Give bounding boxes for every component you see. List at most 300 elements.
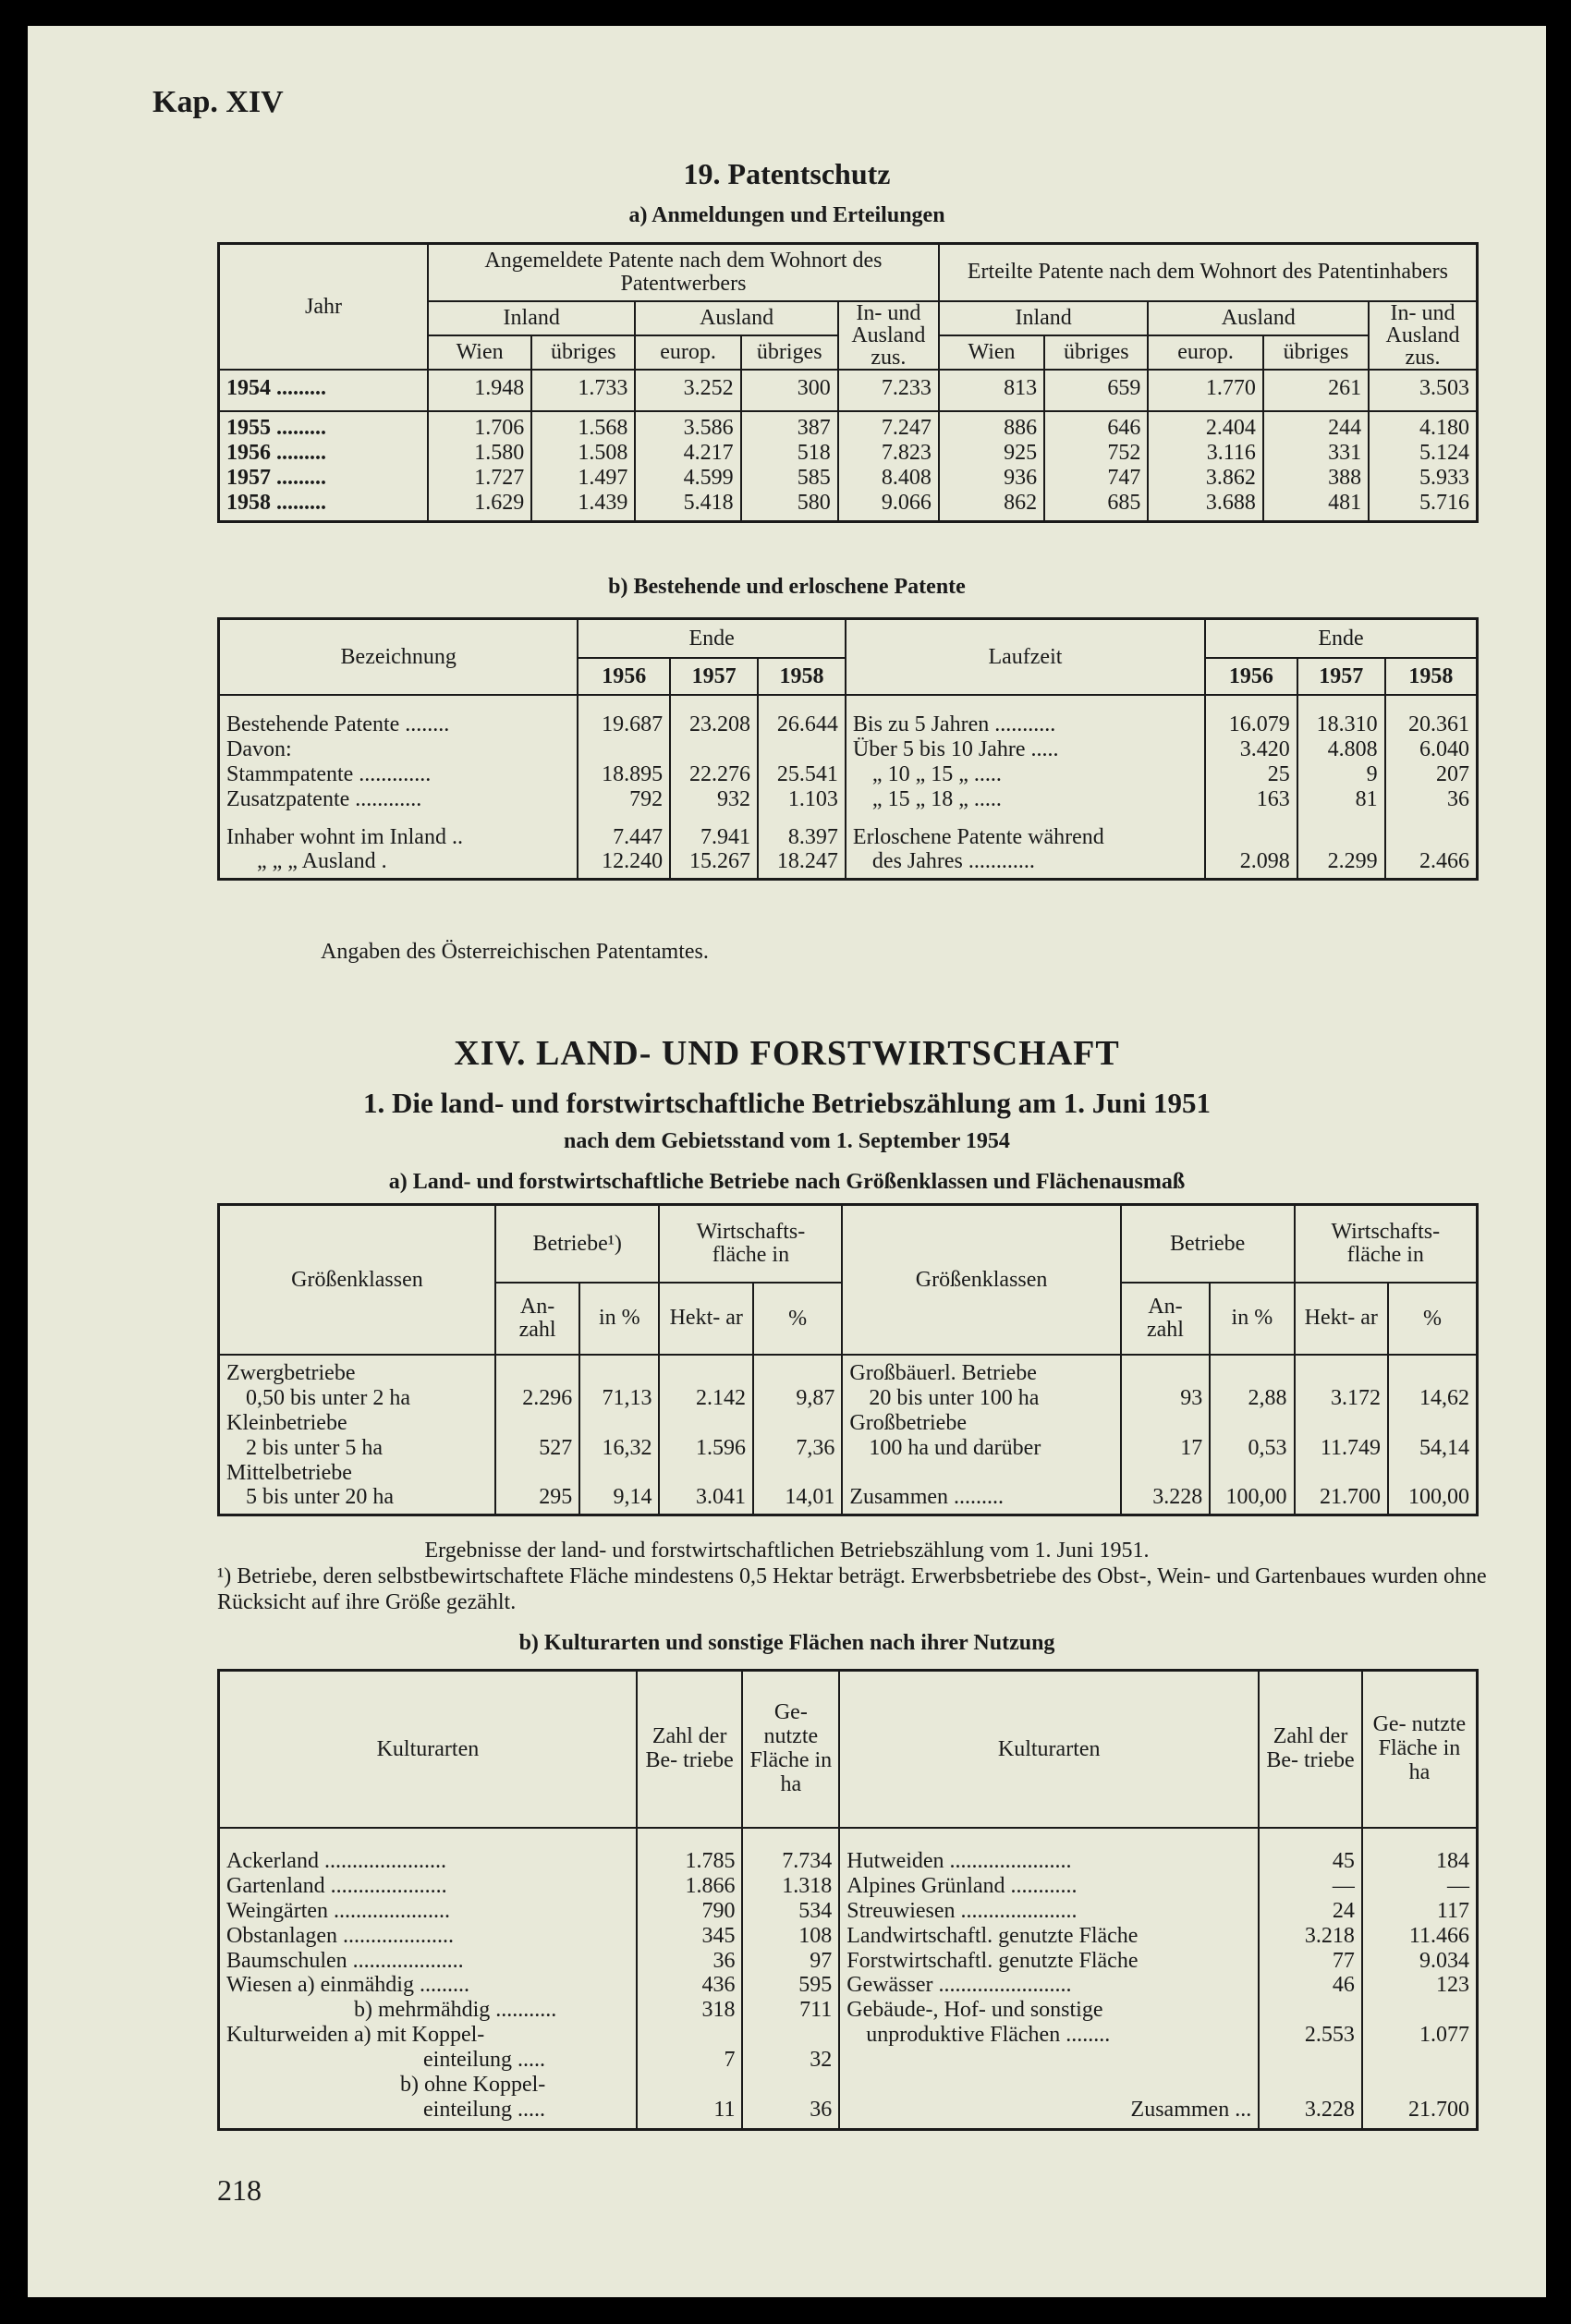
value-cell: 1.733 [531, 370, 635, 411]
value-cell [579, 1461, 659, 1486]
header-ende-left: Ende [578, 619, 846, 659]
table-row [219, 1436, 1478, 1461]
table-row [219, 1998, 1478, 2023]
table-row [219, 2048, 1478, 2073]
table-row [219, 411, 1478, 441]
table-row [219, 849, 1478, 879]
value-cell [579, 1355, 659, 1386]
year-cell [219, 466, 428, 491]
leader-dots: ......... [271, 440, 326, 465]
row-label: Zusammen ... [839, 2098, 1259, 2129]
table-caption-xa: a) Land- und forstwirtschaftliche Betriebe nach Größenklassen und Flächenausmaß [388, 1170, 1186, 1194]
table-caption-a: a) Anmeldungen und Erteilungen [628, 203, 945, 227]
value-cell: 1.580 [428, 441, 531, 466]
value-cell: 1.785 [637, 1828, 743, 1874]
value-cell [1259, 2048, 1362, 2073]
header-year: 1957 [670, 658, 758, 695]
row-label: Zusatzpatente ............ [226, 786, 422, 811]
row-label: Erloschene Patente während [846, 812, 1205, 850]
year-label: 1955 [226, 415, 271, 440]
row-label: Obstanlagen .................... [226, 1923, 454, 1948]
value-cell [758, 737, 846, 762]
table-row [219, 1386, 1478, 1411]
table-row [219, 1411, 1478, 1436]
table-row [219, 1973, 1478, 1998]
header-genutzte-flaeche: Ge- nutzte Fläche in ha [1362, 1671, 1478, 1829]
value-cell: 300 [741, 370, 838, 411]
value-cell: 7 [637, 2048, 743, 2073]
value-cell: 1.596 [659, 1436, 752, 1461]
value-cell: 6.040 [1385, 737, 1478, 762]
value-cell: 2.296 [495, 1386, 579, 1411]
value-cell [753, 1355, 842, 1386]
value-cell [1295, 1461, 1388, 1486]
value-cell: 5.716 [1369, 491, 1477, 522]
value-cell: 23.208 [670, 695, 758, 737]
row-label: Über 5 bis 10 Jahre ..... [846, 737, 1205, 762]
row-label [839, 2073, 1259, 2098]
value-cell: 345 [637, 1924, 743, 1949]
value-cell: 163 [1205, 787, 1297, 812]
value-cell: 2.098 [1205, 849, 1297, 879]
value-cell: 14,01 [753, 1485, 842, 1515]
value-cell: 747 [1044, 466, 1148, 491]
value-cell: 1.948 [428, 370, 531, 411]
value-cell [1295, 1411, 1388, 1436]
value-cell [753, 1461, 842, 1486]
header-year: 1957 [1297, 658, 1385, 695]
value-cell: 0,53 [1210, 1436, 1294, 1461]
table-betriebe-groessen [217, 1203, 1479, 1516]
row-label: Bestehende Patente ........ [226, 712, 450, 736]
value-cell: 1.077 [1362, 2023, 1478, 2048]
value-cell [495, 1411, 579, 1436]
value-cell: 3.420 [1205, 737, 1297, 762]
table-row [219, 1874, 1478, 1899]
value-cell: 7.823 [838, 441, 939, 466]
row-label: Hutweiden ...................... [839, 1828, 1259, 1874]
value-cell: 3.218 [1259, 1924, 1362, 1949]
value-cell: 11.749 [1295, 1436, 1388, 1461]
row-label: „ 10 „ 15 „ ..... [846, 762, 1205, 787]
value-cell: 9.066 [838, 491, 939, 522]
value-cell [742, 2023, 839, 2048]
value-cell [1388, 1461, 1477, 1486]
value-cell: 5.933 [1369, 466, 1477, 491]
header-hektar: Hekt- ar [659, 1283, 752, 1355]
value-cell [753, 1411, 842, 1436]
row-label: Großbäuerl. Betriebe [842, 1355, 1120, 1386]
table-row [219, 370, 1478, 411]
value-cell [1121, 1411, 1210, 1436]
value-cell [495, 1355, 579, 1386]
header-kulturarten: Kulturarten [839, 1671, 1259, 1829]
row-label: Ackerland ...................... [226, 1849, 446, 1873]
value-cell [578, 737, 670, 762]
value-cell [659, 1411, 752, 1436]
value-cell: 3.228 [1121, 1485, 1210, 1515]
value-cell: — [1362, 1874, 1478, 1899]
value-cell [742, 2073, 839, 2098]
value-cell: 11 [637, 2098, 743, 2129]
value-cell: 21.700 [1362, 2098, 1478, 2129]
value-cell: 3.041 [659, 1485, 752, 1515]
value-cell: 2.404 [1148, 411, 1262, 441]
value-cell: 2.142 [659, 1386, 752, 1411]
value-cell: 318 [637, 1998, 743, 2023]
value-cell: 7.247 [838, 411, 939, 441]
value-cell: 1.318 [742, 1874, 839, 1899]
value-cell: 14,62 [1388, 1386, 1477, 1411]
value-cell: 36 [742, 2098, 839, 2129]
table-row [219, 2098, 1478, 2129]
value-cell: 45 [1259, 1828, 1362, 1874]
value-cell [1210, 1411, 1294, 1436]
value-cell: 7.233 [838, 370, 939, 411]
value-cell: 4.599 [635, 466, 740, 491]
value-cell: 7.941 [670, 812, 758, 850]
value-cell [1259, 2073, 1362, 2098]
value-cell: 580 [741, 491, 838, 522]
value-cell: 20.361 [1385, 695, 1478, 737]
row-label: unproduktive Flächen ........ [839, 2023, 1259, 2048]
header-hektar: Hekt- ar [1295, 1283, 1388, 1355]
table-row [219, 737, 1478, 762]
leader-dots: ......... [271, 490, 326, 515]
value-cell: — [1259, 1874, 1362, 1899]
value-cell: 19.687 [578, 695, 670, 737]
value-cell: 46 [1259, 1973, 1362, 1998]
table-row [219, 1949, 1478, 1974]
value-cell [1259, 1998, 1362, 2023]
row-label: Kulturweiden a) mit Koppel- [226, 2023, 485, 2048]
value-cell: 93 [1121, 1386, 1210, 1411]
header-year: 1956 [1205, 658, 1297, 695]
value-cell: 16.079 [1205, 695, 1297, 737]
value-cell: 54,14 [1388, 1436, 1477, 1461]
header-laufzeit: Laufzeit [846, 619, 1205, 696]
value-cell: 7,36 [753, 1436, 842, 1461]
leader-dots: ......... [271, 415, 326, 440]
value-cell: 32 [742, 2048, 839, 2073]
value-cell: 1.706 [428, 411, 531, 441]
value-cell: 17 [1121, 1436, 1210, 1461]
value-cell: 5.418 [635, 491, 740, 522]
header-inaus-a: In- und Ausland zus. [838, 301, 939, 370]
header-pct: % [753, 1283, 842, 1355]
header-anzahl: An- zahl [1121, 1283, 1210, 1355]
table-caption-xb: b) Kulturarten und sonstige Flächen nach ihrer Nutzung [518, 1631, 1055, 1655]
value-cell: 21.700 [1295, 1485, 1388, 1515]
row-label: Gewässer ........................ [839, 1973, 1259, 1998]
value-cell: 595 [742, 1973, 839, 1998]
value-cell: 646 [1044, 411, 1148, 441]
footnote-betriebe: ¹) Betriebe, deren selbstbewirtschaftete Fläche mindestens 0,5 Hektar beträgt. Erwerbsbetriebe des Obst-, Wein- und Gartenbaues wurden ohne Rücksicht auf ihre Größe gezählt. [217, 1564, 1487, 1615]
header-erteilt: Erteilte Patente nach dem Wohnort des Patentinhabers [939, 244, 1478, 302]
year-label: 1957 [226, 465, 271, 490]
table-row [219, 1899, 1478, 1924]
value-cell: 3.228 [1259, 2098, 1362, 2129]
value-cell: 813 [939, 370, 1044, 411]
header-europ: europ. [1148, 335, 1262, 370]
section-subsubtitle: nach dem Gebietsstand vom 1. September 1954 [564, 1129, 1010, 1153]
value-cell: 1.439 [531, 491, 635, 522]
row-label: „ 15 „ 18 „ ..... [846, 787, 1205, 812]
row-label: Zwergbetriebe [226, 1361, 356, 1385]
table-row [219, 441, 1478, 466]
row-label [839, 2048, 1259, 2073]
header-wien: Wien [428, 335, 531, 370]
row-label: Mittelbetriebe [226, 1460, 352, 1485]
value-cell: 8.397 [758, 812, 846, 850]
table-row [219, 1355, 1478, 1386]
value-cell: 18.247 [758, 849, 846, 879]
header-uebriges: übriges [741, 335, 838, 370]
row-label: 0,50 bis unter 2 ha [246, 1385, 410, 1410]
header-angemeldet: Angemeldete Patente nach dem Wohnort des Patentwerbers [428, 244, 939, 302]
value-cell: 7.734 [742, 1828, 839, 1874]
value-cell [659, 1461, 752, 1486]
value-cell: 925 [939, 441, 1044, 466]
table-patente-bestand [217, 617, 1479, 881]
value-cell [1121, 1461, 1210, 1486]
value-cell [1362, 1998, 1478, 2023]
value-cell [1297, 812, 1385, 850]
header-pct: % [1388, 1283, 1477, 1355]
value-cell: 1.727 [428, 466, 531, 491]
value-cell: 585 [741, 466, 838, 491]
value-cell: 2.299 [1297, 849, 1385, 879]
header-wirtschaftsflaeche: Wirtschafts- fläche in [1295, 1205, 1478, 1284]
value-cell: 207 [1385, 762, 1478, 787]
header-zahl-betriebe: Zahl der Be- triebe [637, 1671, 743, 1829]
value-cell: 4.217 [635, 441, 740, 466]
value-cell: 16,32 [579, 1436, 659, 1461]
value-cell: 3.116 [1148, 441, 1262, 466]
value-cell: 24 [1259, 1899, 1362, 1924]
header-zahl-betriebe: Zahl der Be- triebe [1259, 1671, 1362, 1829]
value-cell: 244 [1263, 411, 1369, 441]
value-cell [1388, 1411, 1477, 1436]
source-note-patentamt: Angaben des Österreichischen Patentamtes. [321, 940, 709, 964]
row-label: 20 bis unter 100 ha [842, 1386, 1120, 1411]
value-cell: 4.180 [1369, 411, 1477, 441]
value-cell [579, 1411, 659, 1436]
value-cell: 387 [741, 411, 838, 441]
value-cell [1121, 1355, 1210, 1386]
header-ausland-e: Ausland [1148, 301, 1369, 335]
value-cell: 18.895 [578, 762, 670, 787]
value-cell: 527 [495, 1436, 579, 1461]
table-row [219, 1924, 1478, 1949]
value-cell: 685 [1044, 491, 1148, 522]
header-year: 1958 [758, 658, 846, 695]
row-label: 5 bis unter 20 ha [246, 1485, 394, 1510]
value-cell: 886 [939, 411, 1044, 441]
value-cell: 12.240 [578, 849, 670, 879]
value-cell: 36 [637, 1949, 743, 1974]
row-label: „ „ „ Ausland . [257, 849, 387, 874]
row-label: einteilung ..... [423, 2097, 545, 2122]
value-cell: 2,88 [1210, 1386, 1294, 1411]
value-cell: 659 [1044, 370, 1148, 411]
value-cell: 862 [939, 491, 1044, 522]
row-label: Gebäude-, Hof- und sonstige [839, 1998, 1259, 2023]
year-cell [219, 491, 428, 522]
value-cell: 481 [1263, 491, 1369, 522]
table-row [219, 2073, 1478, 2098]
table-row [219, 2023, 1478, 2048]
value-cell: 388 [1263, 466, 1369, 491]
value-cell [1205, 812, 1297, 850]
value-cell [1362, 2073, 1478, 2098]
row-label: b) ohne Koppel- [400, 2072, 546, 2097]
header-europ: europ. [635, 335, 740, 370]
value-cell: 11.466 [1362, 1924, 1478, 1949]
value-cell: 932 [670, 787, 758, 812]
table-row [219, 466, 1478, 491]
chapter-label: Kap. XIV [152, 85, 284, 119]
value-cell: 100,00 [1388, 1485, 1477, 1515]
value-cell: 711 [742, 1998, 839, 2023]
value-cell: 5.124 [1369, 441, 1477, 466]
value-cell: 9,14 [579, 1485, 659, 1515]
row-label [842, 1461, 1120, 1486]
header-ausland-a: Ausland [635, 301, 837, 335]
value-cell: 752 [1044, 441, 1148, 466]
header-groessenklassen: Größenklassen [842, 1205, 1120, 1356]
header-uebriges: übriges [531, 335, 635, 370]
row-label: Streuwiesen ..................... [839, 1899, 1259, 1924]
value-cell: 331 [1263, 441, 1369, 466]
value-cell: 7.447 [578, 812, 670, 850]
value-cell: 936 [939, 466, 1044, 491]
header-ende-right: Ende [1205, 619, 1478, 659]
row-label: Zusammen ......... [842, 1485, 1120, 1515]
source-note-betriebszaehlung: Ergebnisse der land- und forstwirtschaftlichen Betriebszählung vom 1. Juni 1951. [424, 1539, 1150, 1563]
header-jahr: Jahr [219, 244, 428, 371]
year-label: 1954 [226, 376, 271, 400]
table-row [219, 787, 1478, 812]
value-cell: 18.310 [1297, 695, 1385, 737]
row-label: Großbetriebe [842, 1411, 1120, 1436]
header-anzahl: An- zahl [495, 1283, 579, 1355]
value-cell: 100,00 [1210, 1485, 1294, 1515]
row-label: Weingärten ..................... [226, 1898, 451, 1923]
value-cell: 3.688 [1148, 491, 1262, 522]
header-inaus-e: In- und Ausland zus. [1369, 301, 1477, 370]
row-label: Alpines Grünland ............ [839, 1874, 1259, 1899]
value-cell [495, 1461, 579, 1486]
header-betriebe1: Betriebe¹) [495, 1205, 660, 1284]
section-subtitle: 1. Die land- und forstwirtschaftliche Betriebszählung am 1. Juni 1951 [362, 1087, 1212, 1119]
value-cell [637, 2073, 743, 2098]
year-label: 1956 [226, 440, 271, 465]
value-cell [670, 737, 758, 762]
value-cell: 3.586 [635, 411, 740, 441]
value-cell [659, 1355, 752, 1386]
value-cell [1210, 1355, 1294, 1386]
row-label: Baumschulen .................... [226, 1948, 464, 1973]
header-in-pct: in % [579, 1283, 659, 1355]
value-cell: 15.267 [670, 849, 758, 879]
header-inland-e: Inland [939, 301, 1148, 335]
table-row [219, 491, 1478, 522]
value-cell: 1.629 [428, 491, 531, 522]
value-cell: 81 [1297, 787, 1385, 812]
row-label: 100 ha und darüber [842, 1436, 1120, 1461]
value-cell: 1.508 [531, 441, 635, 466]
value-cell: 1.103 [758, 787, 846, 812]
row-label: Kleinbetriebe [226, 1410, 347, 1435]
value-cell: 1.866 [637, 1874, 743, 1899]
value-cell: 518 [741, 441, 838, 466]
header-inland-a: Inland [428, 301, 635, 335]
value-cell: 295 [495, 1485, 579, 1515]
value-cell [1362, 2048, 1478, 2073]
row-label: Inhaber wohnt im Inland .. [226, 824, 463, 849]
value-cell: 25 [1205, 762, 1297, 787]
table-row [219, 1461, 1478, 1486]
value-cell: 1.770 [1148, 370, 1262, 411]
value-cell: 436 [637, 1973, 743, 1998]
table-row [219, 1485, 1478, 1515]
page-number: 218 [217, 2173, 262, 2207]
header-year: 1956 [578, 658, 670, 695]
table-row [219, 762, 1478, 787]
value-cell: 36 [1385, 787, 1478, 812]
value-cell: 25.541 [758, 762, 846, 787]
value-cell: 123 [1362, 1973, 1478, 1998]
value-cell: 2.466 [1385, 849, 1478, 879]
value-cell: 26.644 [758, 695, 846, 737]
value-cell: 71,13 [579, 1386, 659, 1411]
value-cell: 8.408 [838, 466, 939, 491]
header-betriebe: Betriebe [1121, 1205, 1295, 1284]
row-label: 2 bis unter 5 ha [246, 1435, 383, 1460]
value-cell [1385, 812, 1478, 850]
value-cell [637, 2023, 743, 2048]
chapter-title: XIV. LAND- UND FORSTWIRTSCHAFT [454, 1034, 1120, 1073]
value-cell: 3.862 [1148, 466, 1262, 491]
header-uebriges: übriges [1263, 335, 1369, 370]
row-label: Stammpatente ............. [226, 761, 432, 786]
value-cell: 792 [578, 787, 670, 812]
leader-dots: ......... [271, 465, 326, 490]
year-cell [219, 411, 428, 441]
header-wirtschaftsflaeche: Wirtschafts- fläche in [659, 1205, 842, 1284]
value-cell: 9.034 [1362, 1949, 1478, 1974]
value-cell: 1.497 [531, 466, 635, 491]
value-cell: 9 [1297, 762, 1385, 787]
row-label: einteilung ..... [423, 2048, 545, 2072]
year-cell [219, 441, 428, 466]
value-cell: 117 [1362, 1899, 1478, 1924]
value-cell: 184 [1362, 1828, 1478, 1874]
row-label: Davon: [226, 736, 292, 761]
value-cell: 97 [742, 1949, 839, 1974]
header-bezeichnung: Bezeichnung [219, 619, 578, 696]
row-label: b) mehrmähdig ........... [354, 1998, 557, 2023]
table-row [219, 695, 1478, 737]
value-cell [1210, 1461, 1294, 1486]
value-cell: 1.568 [531, 411, 635, 441]
header-groessenklassen: Größenklassen [219, 1205, 495, 1356]
header-genutzte-flaeche: Ge- nutzte Fläche in ha [742, 1671, 839, 1829]
value-cell: 22.276 [670, 762, 758, 787]
value-cell: 3.252 [635, 370, 740, 411]
leader-dots: ......... [271, 376, 326, 400]
